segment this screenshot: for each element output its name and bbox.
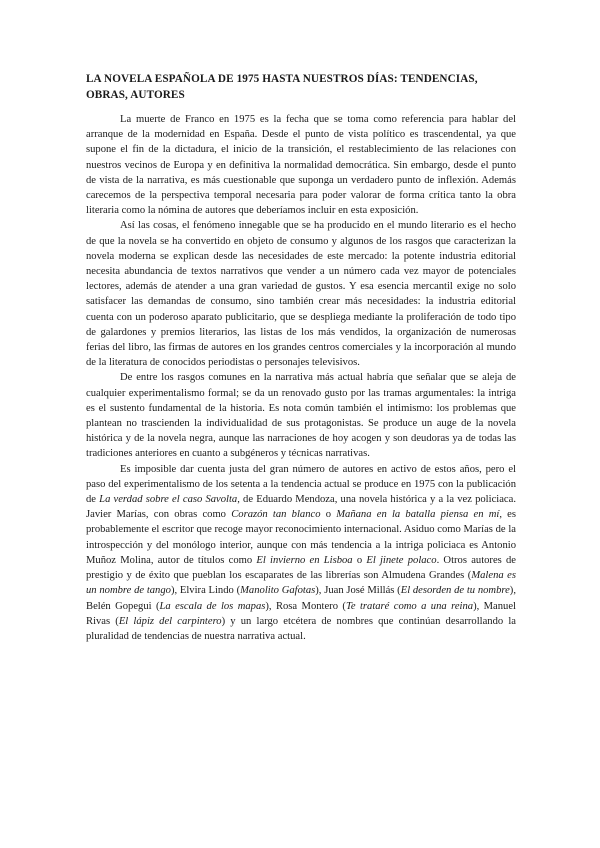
work-title: La verdad sobre el caso Savolta <box>99 494 238 506</box>
text-run: La muerte de Franco en 1975 es la fecha que se toma como referencia para hablar del arranque de la modernidad en España. Desde el punto de vista político es trascendental, ya que supone el fin de la dictadura, el inicio de la transición, el restablecimiento de las relaciones con nuestros vecinos de Europa y en definitiva la normalidad democrática. Sin embargo, desde el punto de vista de la narrativa, es más cuestionable que suponga un verdadero punto de inflexión. Además carecemos de la perspectiva temporal necesaria para poder valorar de forma crítica tanto la obra literaria como la nómina de autores que deberíamos incluir en esta exposición. <box>86 114 516 217</box>
work-title: El desorden de tu nombre <box>400 585 510 597</box>
paragraph <box>86 462 516 644</box>
text-run: , es probablemente el escritor que recoge mayor reconocimiento internacional. Asiduo como Marías de la introspección y del monólogo interior, aunque con más tendencia a la intriga policiaca es Antonio Muñoz Molina, autor de títulos como <box>86 509 516 566</box>
document-title: LA NOVELA ESPAÑOLA DE 1975 HASTA NUESTROS DÍAS: TENDENCIAS, OBRAS, AUTORES <box>86 73 478 101</box>
text-run: Es imposible dar cuenta justa del gran número de autores en activo de estos años, pero el paso del experimentalismo de los setenta a la tendencia actual se produce en 1975 con la publicación de <box>86 463 516 506</box>
work-title: Corazón tan blanco <box>231 509 321 521</box>
text-run: ), Juan José Millás ( <box>315 585 401 597</box>
work-title: Mañana en la batalla piensa en mí <box>336 509 500 521</box>
text-run: ), Belén Gopegui ( <box>86 585 516 612</box>
text-run: ), Manuel Rivas ( <box>86 600 516 627</box>
text-run: De entre los rasgos comunes en la narrativa más actual habría que señalar que se aleja de cualquier experimentalismo formal; se da un renovado gusto por las tramas argumentales: la intriga es el sustento fundamental de la historia. Es nota común también el intimismo: los problemas que plantean no trascienden la individualidad de sus protagonistas. Se produce un auge de la novela histórica y de la novela negra, aunque las narraciones de hoy acogen y son deudoras ya de todas las tradiciones anteriores en cuanto a subgéneros y técnicas narrativas. <box>86 372 516 460</box>
text-run: ) y un largo etcétera de nombres que continúan desarrollando la pluralidad de tendencias de nuestra narrativa actual. <box>86 615 516 642</box>
work-title: La escala de los mapas <box>159 600 266 612</box>
paragraph <box>86 370 516 461</box>
paragraph <box>86 112 516 218</box>
text-run: . Otros autores de prestigio y de éxito que pueblan los escaparates de las librerías son Almudena Grandes ( <box>86 554 516 582</box>
paragraph <box>86 218 516 370</box>
document-body <box>86 112 516 644</box>
text-run: Así las cosas, el fenómeno innegable que se ha producido en el mundo literario es el hecho de que la novela se ha convertido en objeto de consumo y algunos de los rasgos que caracterizan la novela moderna se explican desde las necesidades de este mercado: la potente industria editorial necesita abundancia de textos narrativos que vender a un número cada vez mayor de potenciales lectores, además de atender a una gran variedad de gustos. Y esa esencia mercantil exige no solo satisfacer las demandas de consumo, sino también crear más necesidades: la industria editorial cuenta con un poderoso aparato publicitario, que se despliega mediante la proliferación de todo tipo de galardones y premios literarios, las listas de los más vendidos, la organización de numerosas ferias del libro, las firmas de autores en los grandes centros comerciales y la incorporación al mundo de la literatura de conocidos periodistas o personajes televisivos. <box>86 220 516 369</box>
work-title: Malena es un nombre de tango <box>86 570 516 597</box>
document-page <box>86 72 516 644</box>
text-run: o <box>352 554 367 566</box>
text-run: o <box>320 509 337 521</box>
work-title: El lápiz del carpintero <box>118 615 222 627</box>
work-title: Manolito Gafotas <box>240 585 316 597</box>
text-run: , de Eduardo Mendoza, una novela histórica y a la vez policiaca. Javier Marías, con obras como <box>86 494 516 521</box>
work-title: Te trataré como a una reina <box>345 600 474 612</box>
text-run: ), Rosa Montero ( <box>265 600 346 612</box>
work-title: El jinete polaco <box>366 554 437 566</box>
text-run: ), Elvira Lindo ( <box>170 585 241 597</box>
work-title: El invierno en Lisboa <box>256 554 353 566</box>
